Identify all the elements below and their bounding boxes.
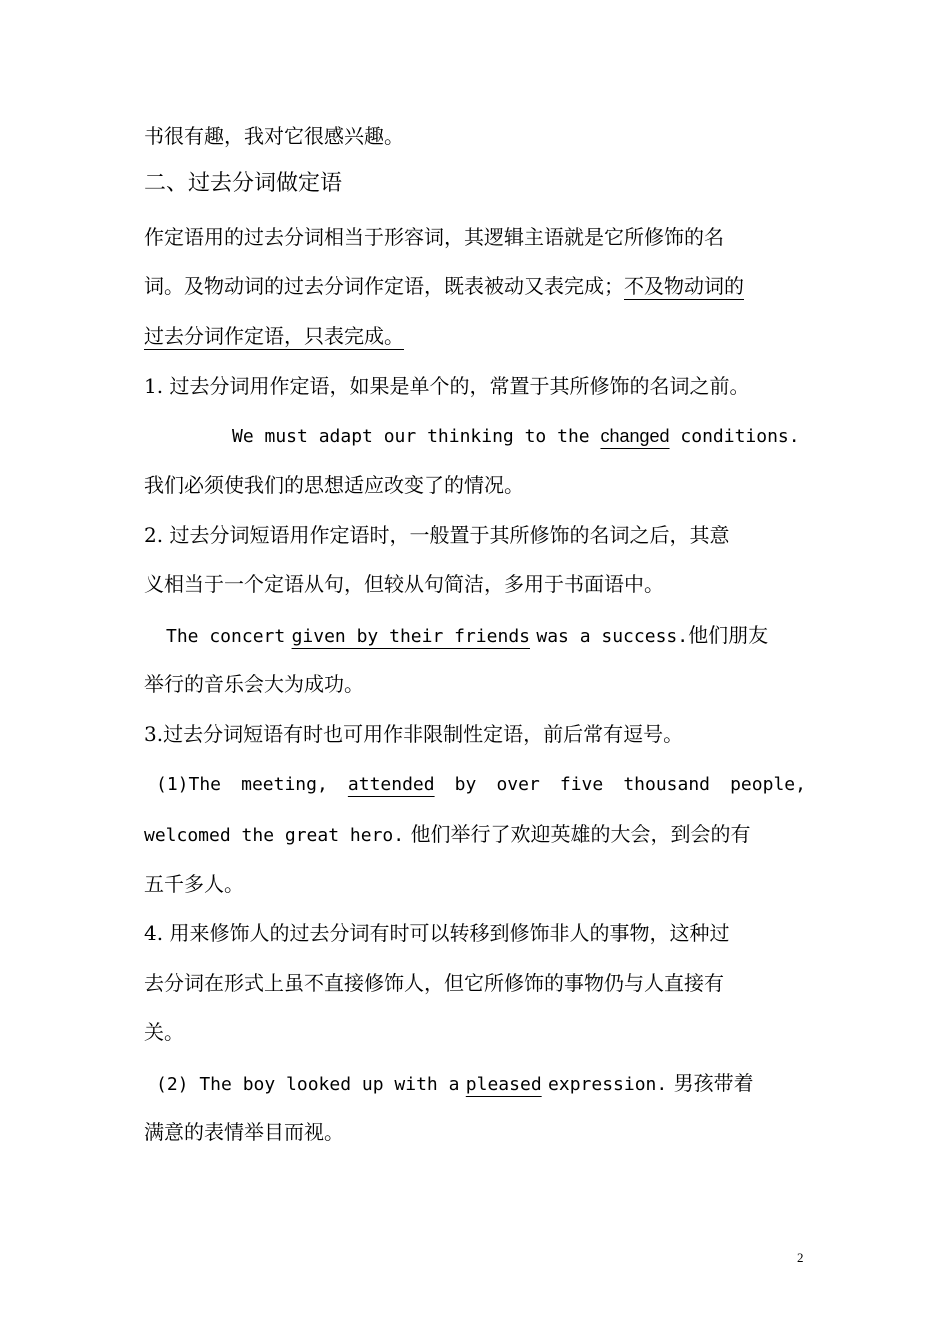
text-span: 词。及物动词的过去分词作定语，既表被动又表完成； <box>144 274 624 298</box>
text-line: 关。 <box>144 1020 184 1044</box>
example-sentence <box>144 771 806 799</box>
text-span: by <box>454 774 477 795</box>
text-span: (1)The <box>156 774 222 795</box>
text-line: 书很有趣，我对它很感兴趣。 <box>144 124 404 148</box>
text-line <box>144 820 806 850</box>
text-line <box>144 322 806 350</box>
list-item: 3.过去分词短语有时也可用作非限制性定语，前后常有逗号。 <box>144 722 684 746</box>
example-sentence <box>144 621 806 651</box>
text-span: 他们朋友 <box>688 623 769 647</box>
example-sentence <box>144 422 806 451</box>
text-span: over <box>496 774 540 795</box>
list-item: 4. 用来修饰人的过去分词有时可以转移到修饰非人的事物，这种过 <box>144 921 730 945</box>
text-line: 五千多人。 <box>144 872 244 896</box>
text-span: thousand <box>623 774 711 795</box>
text-span: was a success. <box>536 626 689 647</box>
example-sentence <box>144 1069 806 1099</box>
text-span: people, <box>730 774 806 795</box>
text-span: 男孩带着 <box>673 1071 754 1095</box>
text-line: 去分词在形式上虽不直接修饰人，但它所修饰的事物仍与人直接有 <box>144 971 724 995</box>
section-heading: 二、过去分词做定语 <box>144 171 343 196</box>
text-span: We must adapt our thinking to the <box>232 426 590 447</box>
text-line: 作定语用的过去分词相当于形容词，其逻辑主语就是它所修饰的名 <box>144 225 724 249</box>
text-span: (2) The boy looked up with a <box>156 1074 460 1095</box>
text-span: welcomed the great hero. <box>144 825 405 846</box>
underlined-text: 不及物动词的 <box>624 274 744 298</box>
list-item: 2. 过去分词短语用作定语时，一般置于其所修饰的名词之后，其意 <box>144 523 730 547</box>
text-span: expression. <box>548 1074 668 1095</box>
list-item: 1. 过去分词用作定语，如果是单个的，常置于其所修饰的名词之前。 <box>144 374 750 398</box>
underlined-text: given by their friends <box>291 626 530 647</box>
text-line: 我们必须使我们的思想适应改变了的情况。 <box>144 473 524 497</box>
text-line: 义相当于一个定语从句，但较从句简洁，多用于书面语中。 <box>144 572 664 596</box>
text-span: meeting, <box>241 774 328 795</box>
text-span: conditions. <box>680 426 800 447</box>
text-span: The concert <box>166 626 286 647</box>
text-span: five <box>559 774 604 795</box>
underlined-text: pleased <box>465 1074 542 1095</box>
text-span: 他们举行了欢迎英雄的大会，到会的有 <box>410 822 751 846</box>
underlined-text: 过去分词作定语，只表完成。 <box>144 324 404 348</box>
text-line: 举行的音乐会大为成功。 <box>144 672 364 696</box>
underlined-text: attended <box>347 774 435 795</box>
underlined-text: changed <box>600 426 670 446</box>
page-number: 2 <box>797 1250 804 1265</box>
text-line <box>144 272 806 300</box>
text-line: 满意的表情举目而视。 <box>144 1120 344 1144</box>
